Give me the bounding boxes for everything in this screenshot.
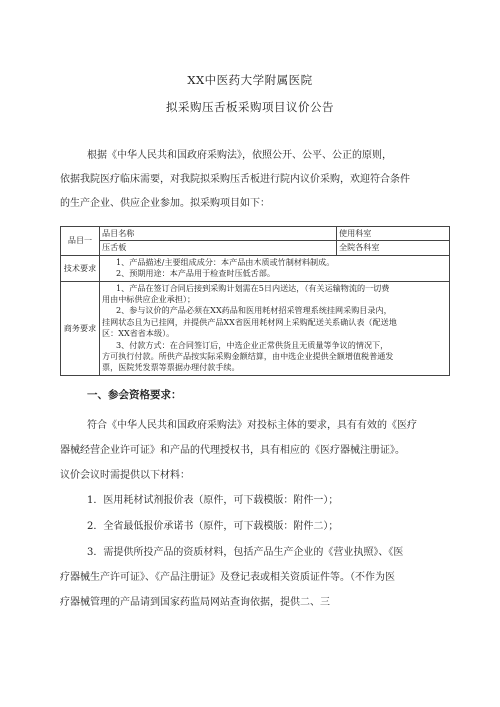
tech-line-2: 2、预期用途：本产品用于检查时压低舌部。 [116, 268, 275, 279]
section-para-2: 器械经营企业许可证》和产品的代理授权书，具有相应的《医疗器械注册证》。 [60, 445, 405, 456]
list-item-2: 2．全省最低报价承诺书（原件，可下载模版：附件二）； [87, 521, 339, 532]
item-label-cell: 品目一 [61, 227, 100, 256]
section-heading: 一、参会资格要求： [87, 389, 182, 401]
list-item-3a: 3．需提供所投产品的资质材料，包括产品生产企业的《营业执照》、《医 [87, 547, 404, 558]
item-name-header: 品目名称 [100, 227, 337, 241]
biz-label-cell: 商务要求 [61, 281, 100, 375]
section-para-3: 议价会议时需提供以下材料： [60, 470, 190, 481]
announcement-title: 拟采购压舌板采购项目议价公告 [166, 100, 334, 114]
dept-header: 使用科室 [337, 227, 450, 241]
biz-content-cell [100, 281, 450, 375]
table-row [61, 281, 450, 375]
dept-value: 全院各科室 [337, 241, 450, 255]
intro-line-3: 的生产企业、供应企业参加。拟采购项目如下： [60, 198, 270, 209]
intro-line-2: 依据我院医疗临床需要，对我院拟采购压舌板进行院内议价采购，欢迎符合条件 [60, 174, 410, 185]
tech-label-cell: 技术要求 [61, 255, 100, 281]
hospital-title: XX中医药大学附属医院 [187, 73, 313, 87]
biz-line-2b: 挂网状态且为已挂网，并提供产品XX省医用耗材网上采购配送关系确认表（配送地 [102, 316, 397, 327]
table-row [61, 255, 450, 281]
tech-content-cell [100, 255, 450, 281]
procurement-table [60, 226, 450, 376]
list-item-3b: 疗器械生产许可证》、《产品注册证》及登记表或相关资质证件等。（不作为医 [60, 572, 395, 583]
table-row [61, 227, 450, 241]
biz-line-1a: 1、产品在签订合同后接到采购计划需在5日内送达，（有关运输物流的一切费 [116, 282, 390, 293]
intro-line-1: 根据《中华人民共和国政府采购法》，依照公开、公平、公正的原则， [87, 150, 392, 161]
biz-line-3c: 票，医院凭发票等票据办理付款手续。 [102, 362, 240, 373]
biz-line-2a: 2、参与议价的产品必须在XX药品和医用耗材招采管理系统挂网采购目录内， [116, 305, 392, 316]
table-row [61, 241, 450, 255]
biz-line-3b: 方可执行付款。所供产品按实际采购金额结算，由中选企业提供全额增值税普通发 [102, 351, 394, 362]
list-item-1: 1．医用耗材试剂报价表（原件，可下载模版：附件一）； [87, 495, 339, 506]
tech-line-1: 1、产品描述/主要组成成分：本产品由木质或竹制材料制成。 [116, 256, 335, 267]
item-name-value: 压舌板 [100, 241, 337, 255]
biz-line-3a: 3、付款方式：在合同签订后，中选企业正常供货且无质量等争议的情况下， [116, 339, 389, 350]
section-para-1: 符合《中华人民共和国政府采购法》对投标主体的要求，具有有效的《医疗 [87, 420, 417, 431]
biz-line-2c: 区：XX省省本级）。 [102, 328, 175, 339]
list-item-3c: 疗器械管理的产品请到国家药监局网站查询依据，提供二、三 [60, 597, 330, 608]
biz-line-1b: 用由中标供应企业承担）； [102, 294, 196, 305]
